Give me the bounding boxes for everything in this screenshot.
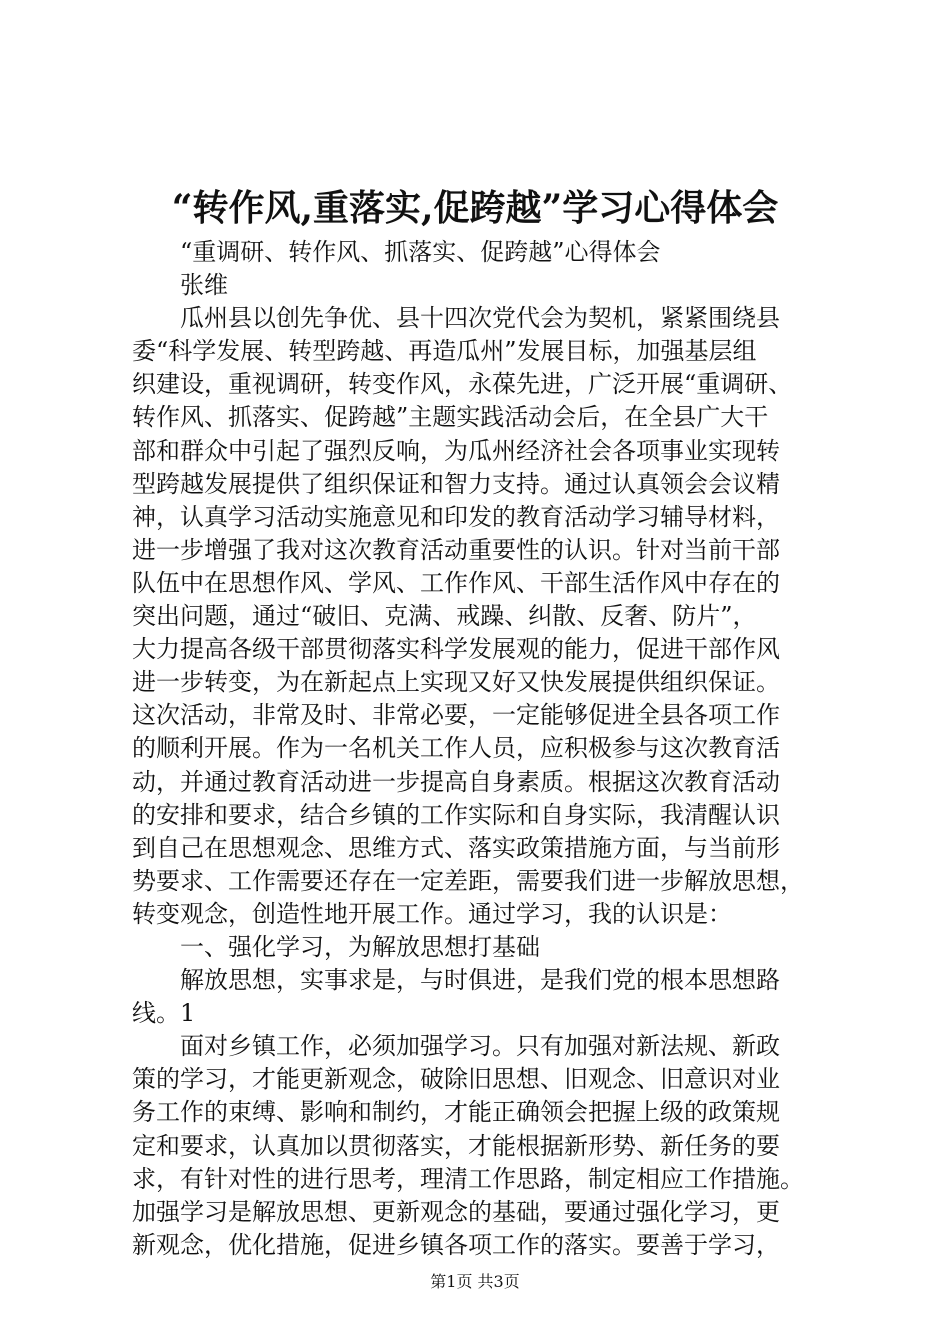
- body-line: 张维: [180, 271, 228, 300]
- body-line: 新观念，优化措施，促进乡镇各项工作的落实。要善于学习，: [132, 1230, 780, 1259]
- body-line: 面对乡镇工作，必须加强学习。只有加强对新法规、新政: [180, 1032, 780, 1061]
- body-line: 瓜州县以创先争优、县十四次党代会为契机，紧紧围绕县: [180, 304, 780, 333]
- document-title: “转作风,重落实,促跨越”学习心得体会: [171, 187, 779, 229]
- body-line: 势要求、工作需要还存在一定差距，需要我们进一步解放思想，: [132, 866, 804, 895]
- body-line: 定和要求，认真加以贯彻落实，才能根据新形势、新任务的要: [132, 1131, 780, 1160]
- body-line: 织建设，重视调研，转变作风，永葆先进，广泛开展“重调研、: [132, 370, 793, 399]
- body-line: “重调研、转作风、抓落实、促跨越”心得体会: [180, 238, 661, 266]
- body-line: 委“科学发展、转型跨越、再造瓜州”发展目标，加强基层组: [132, 337, 757, 366]
- document-body: [132, 236, 862, 1262]
- body-line: 队伍中在思想作风、学风、工作作风、干部生活作风中存在的: [132, 568, 780, 597]
- body-line: 策的学习，才能更新观念，破除旧思想、旧观念、旧意识对业: [132, 1065, 780, 1094]
- body-line: 一、强化学习，为解放思想打基础: [180, 932, 540, 961]
- body-line: 这次活动，非常及时、非常必要，一定能够促进全县各项工作: [132, 701, 780, 730]
- body-line: 神，认真学习活动实施意见和印发的教育活动学习辅导材料，: [132, 502, 780, 531]
- body-line: 加强学习是解放思想、更新观念的基础，要通过强化学习，更: [132, 1197, 780, 1226]
- body-line: 部和群众中引起了强烈反响，为瓜州经济社会各项事业实现转: [132, 436, 780, 465]
- body-line: 型跨越发展提供了组织保证和智力支持。通过认真领会会议精: [132, 469, 780, 498]
- body-line: 线。1: [132, 999, 196, 1028]
- body-line: 务工作的束缚、影响和制约，才能正确领会把握上级的政策规: [132, 1098, 780, 1127]
- body-line: 的顺利开展。作为一名机关工作人员，应积极参与这次教育活: [132, 734, 780, 763]
- body-line: 动，并通过教育活动进一步提高自身素质。根据这次教育活动: [132, 767, 780, 796]
- body-line: 大力提高各级干部贯彻落实科学发展观的能力，促进干部作风: [132, 635, 780, 664]
- body-line: 进一步增强了我对这次教育活动重要性的认识。针对当前干部: [132, 535, 780, 564]
- body-line: 突出问题，通过“破旧、克满、戒躁、纠散、反奢、防片”，: [132, 602, 757, 631]
- body-line: 进一步转变，为在新起点上实现又好又快发展提供组织保证。: [132, 668, 780, 697]
- body-line: 转作风、抓落实、促跨越”主题实践活动会后，在全县广大干: [132, 403, 769, 432]
- body-line: 求，有针对性的进行思考，理清工作思路，制定相应工作措施。: [132, 1164, 804, 1193]
- body-line: 到自己在思想观念、思维方式、落实政策措施方面，与当前形: [132, 833, 780, 862]
- body-line: 解放思想，实事求是，与时俱进，是我们党的根本思想路: [180, 966, 780, 995]
- body-line: 的安排和要求，结合乡镇的工作实际和自身实际，我清醒认识: [132, 800, 780, 829]
- body-line: 转变观念，创造性地开展工作。通过学习，我的认识是：: [132, 899, 732, 928]
- page-footer: 第1页 共3页: [430, 1272, 520, 1291]
